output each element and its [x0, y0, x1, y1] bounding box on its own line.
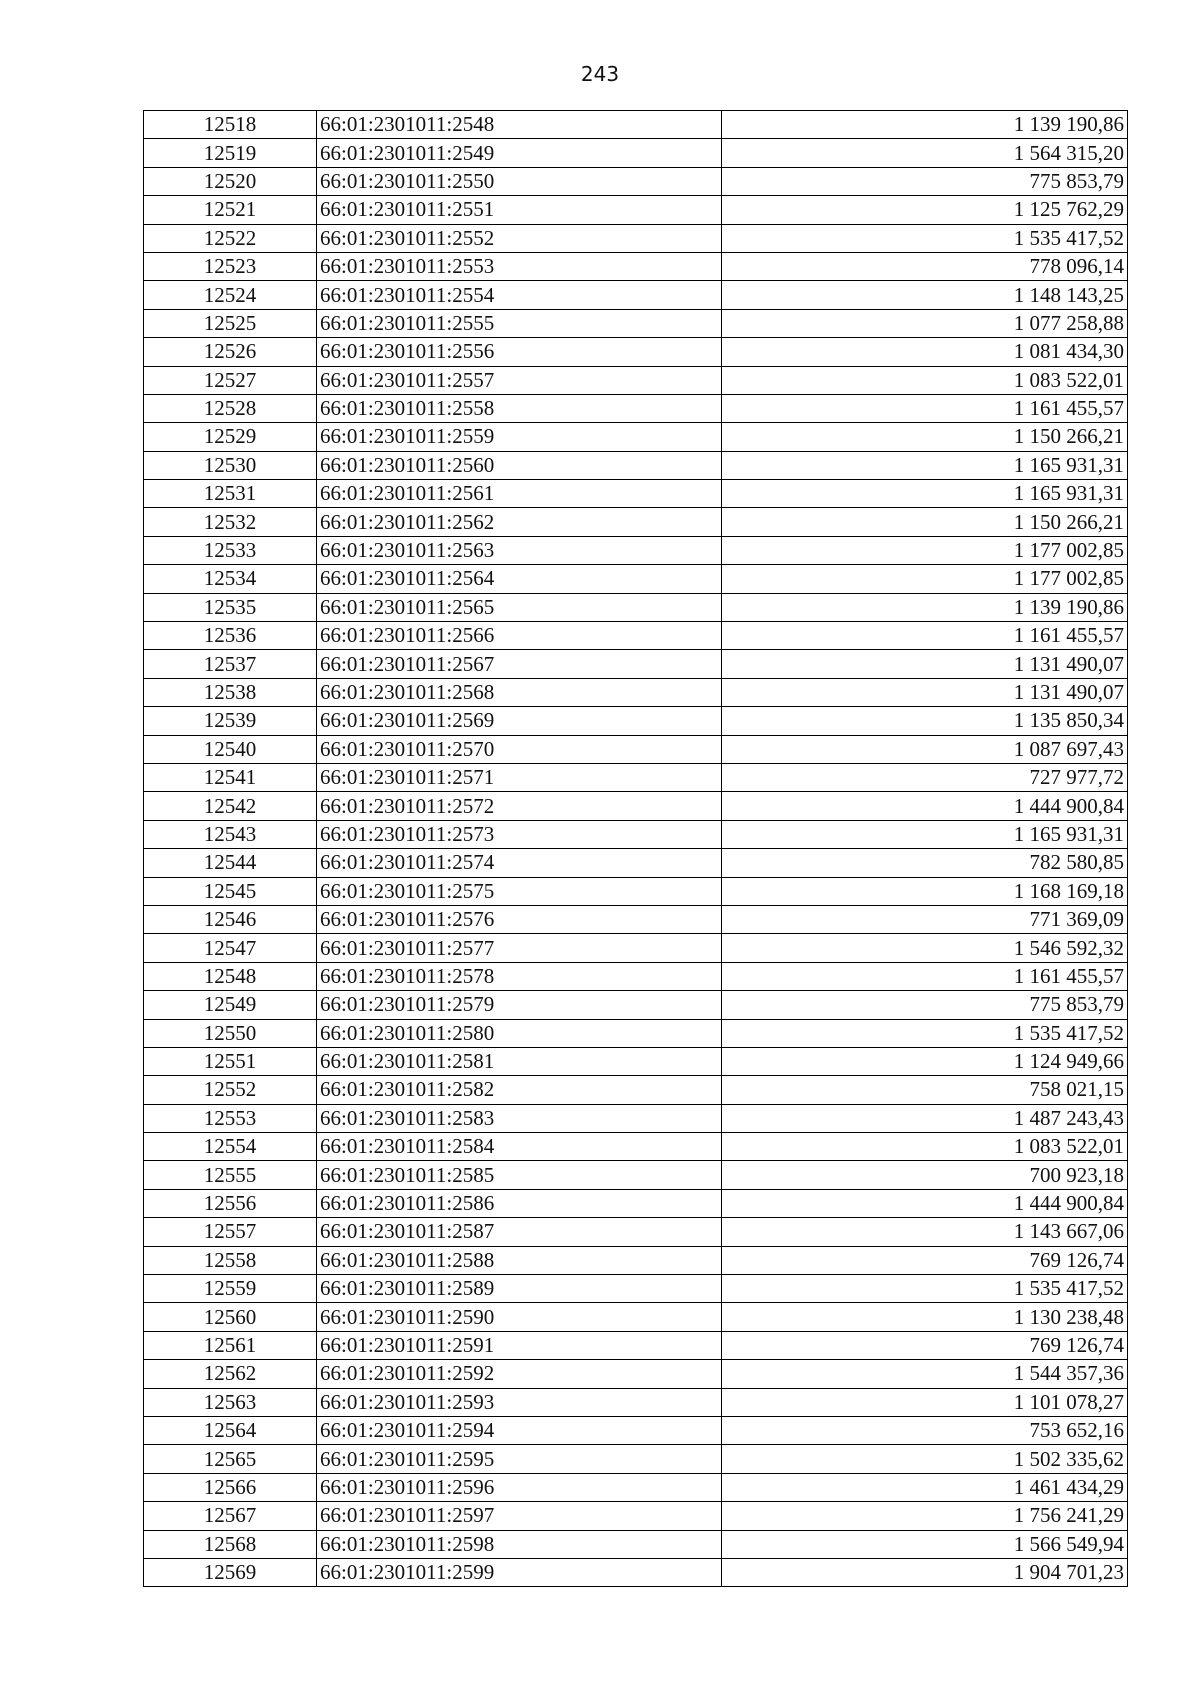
table-row	[144, 1019, 1128, 1047]
table-row	[144, 338, 1128, 366]
cadastral-number-cell: 66:01:2301011:2568	[317, 678, 722, 706]
cadastral-number-cell: 66:01:2301011:2573	[317, 820, 722, 848]
cadastral-value-cell: 1 756 241,29	[722, 1502, 1128, 1530]
cadastral-value-cell: 1 139 190,86	[722, 593, 1128, 621]
table-row	[144, 508, 1128, 536]
row-number-cell: 12547	[144, 934, 317, 962]
row-number-cell: 12546	[144, 905, 317, 933]
table-row	[144, 394, 1128, 422]
cadastral-value-cell: 1 143 667,06	[722, 1218, 1128, 1246]
cadastral-number-cell: 66:01:2301011:2551	[317, 196, 722, 224]
table-row	[144, 1161, 1128, 1189]
cadastral-value-cell: 1 101 078,27	[722, 1388, 1128, 1416]
row-number-cell: 12526	[144, 338, 317, 366]
cadastral-number-cell: 66:01:2301011:2585	[317, 1161, 722, 1189]
cadastral-value-cell: 1 904 701,23	[722, 1558, 1128, 1586]
row-number-cell: 12565	[144, 1445, 317, 1473]
cadastral-number-cell: 66:01:2301011:2595	[317, 1445, 722, 1473]
cadastral-number-cell: 66:01:2301011:2571	[317, 763, 722, 791]
row-number-cell: 12522	[144, 224, 317, 252]
table-row	[144, 1331, 1128, 1359]
cadastral-value-cell: 1 168 169,18	[722, 877, 1128, 905]
cadastral-value-cell: 1 135 850,34	[722, 707, 1128, 735]
cadastral-value-cell: 778 096,14	[722, 252, 1128, 280]
cadastral-value-cell: 1 081 434,30	[722, 338, 1128, 366]
table-row	[144, 622, 1128, 650]
cadastral-number-cell: 66:01:2301011:2598	[317, 1530, 722, 1558]
table-row	[144, 707, 1128, 735]
cadastral-value-cell: 1 564 315,20	[722, 139, 1128, 167]
cadastral-value-cell: 1 087 697,43	[722, 735, 1128, 763]
table-row	[144, 1473, 1128, 1501]
cadastral-number-cell: 66:01:2301011:2578	[317, 962, 722, 990]
table-row	[144, 1558, 1128, 1586]
cadastral-value-cell: 1 130 238,48	[722, 1303, 1128, 1331]
row-number-cell: 12566	[144, 1473, 317, 1501]
cadastral-number-cell: 66:01:2301011:2562	[317, 508, 722, 536]
cadastral-value-cell: 1 444 900,84	[722, 792, 1128, 820]
row-number-cell: 12538	[144, 678, 317, 706]
row-number-cell: 12559	[144, 1275, 317, 1303]
cadastral-value-cell: 1 444 900,84	[722, 1189, 1128, 1217]
table-row	[144, 820, 1128, 848]
row-number-cell: 12561	[144, 1331, 317, 1359]
row-number-cell: 12525	[144, 309, 317, 337]
cadastral-value-cell: 769 126,74	[722, 1331, 1128, 1359]
cadastral-value-table	[143, 110, 1128, 1587]
cadastral-value-cell: 1 161 455,57	[722, 394, 1128, 422]
cadastral-number-cell: 66:01:2301011:2591	[317, 1331, 722, 1359]
row-number-cell: 12564	[144, 1416, 317, 1444]
cadastral-number-cell: 66:01:2301011:2594	[317, 1416, 722, 1444]
row-number-cell: 12539	[144, 707, 317, 735]
cadastral-value-cell: 771 369,09	[722, 905, 1128, 933]
row-number-cell: 12545	[144, 877, 317, 905]
row-number-cell: 12558	[144, 1246, 317, 1274]
cadastral-value-cell: 782 580,85	[722, 849, 1128, 877]
table-row	[144, 423, 1128, 451]
row-number-cell: 12523	[144, 252, 317, 280]
cadastral-value-cell: 727 977,72	[722, 763, 1128, 791]
table-row	[144, 877, 1128, 905]
table-row	[144, 1388, 1128, 1416]
cadastral-value-cell: 1 461 434,29	[722, 1473, 1128, 1501]
row-number-cell: 12536	[144, 622, 317, 650]
row-number-cell: 12529	[144, 423, 317, 451]
cadastral-number-cell: 66:01:2301011:2563	[317, 536, 722, 564]
row-number-cell: 12532	[144, 508, 317, 536]
cadastral-number-cell: 66:01:2301011:2592	[317, 1360, 722, 1388]
row-number-cell: 12544	[144, 849, 317, 877]
cadastral-value-cell: 1 131 490,07	[722, 650, 1128, 678]
cadastral-number-cell: 66:01:2301011:2558	[317, 394, 722, 422]
cadastral-number-cell: 66:01:2301011:2588	[317, 1246, 722, 1274]
row-number-cell: 12552	[144, 1076, 317, 1104]
table-row	[144, 309, 1128, 337]
cadastral-value-cell: 1 139 190,86	[722, 111, 1128, 139]
row-number-cell: 12524	[144, 281, 317, 309]
cadastral-number-cell: 66:01:2301011:2574	[317, 849, 722, 877]
row-number-cell: 12533	[144, 536, 317, 564]
table-row	[144, 735, 1128, 763]
cadastral-value-cell: 1 161 455,57	[722, 622, 1128, 650]
table-row	[144, 536, 1128, 564]
table-row	[144, 480, 1128, 508]
cadastral-value-cell: 758 021,15	[722, 1076, 1128, 1104]
row-number-cell: 12563	[144, 1388, 317, 1416]
cadastral-number-cell: 66:01:2301011:2559	[317, 423, 722, 451]
table-row	[144, 1530, 1128, 1558]
cadastral-number-cell: 66:01:2301011:2590	[317, 1303, 722, 1331]
table-row	[144, 991, 1128, 1019]
row-number-cell: 12567	[144, 1502, 317, 1530]
row-number-cell: 12551	[144, 1047, 317, 1075]
table-row	[144, 366, 1128, 394]
cadastral-number-cell: 66:01:2301011:2554	[317, 281, 722, 309]
cadastral-number-cell: 66:01:2301011:2572	[317, 792, 722, 820]
cadastral-number-cell: 66:01:2301011:2576	[317, 905, 722, 933]
row-number-cell: 12555	[144, 1161, 317, 1189]
cadastral-value-cell: 1 177 002,85	[722, 536, 1128, 564]
cadastral-number-cell: 66:01:2301011:2549	[317, 139, 722, 167]
table-row	[144, 451, 1128, 479]
table-row	[144, 1104, 1128, 1132]
cadastral-number-cell: 66:01:2301011:2577	[317, 934, 722, 962]
row-number-cell: 12541	[144, 763, 317, 791]
cadastral-number-cell: 66:01:2301011:2580	[317, 1019, 722, 1047]
cadastral-value-cell: 1 177 002,85	[722, 565, 1128, 593]
table-row	[144, 252, 1128, 280]
cadastral-value-cell: 1 566 549,94	[722, 1530, 1128, 1558]
cadastral-number-cell: 66:01:2301011:2584	[317, 1133, 722, 1161]
table-row	[144, 1445, 1128, 1473]
table-row	[144, 196, 1128, 224]
cadastral-value-cell: 1 124 949,66	[722, 1047, 1128, 1075]
row-number-cell: 12518	[144, 111, 317, 139]
cadastral-number-cell: 66:01:2301011:2553	[317, 252, 722, 280]
cadastral-value-cell: 1 535 417,52	[722, 1275, 1128, 1303]
row-number-cell: 12542	[144, 792, 317, 820]
cadastral-number-cell: 66:01:2301011:2579	[317, 991, 722, 1019]
row-number-cell: 12534	[144, 565, 317, 593]
table-row	[144, 763, 1128, 791]
row-number-cell: 12562	[144, 1360, 317, 1388]
row-number-cell: 12569	[144, 1558, 317, 1586]
cadastral-number-cell: 66:01:2301011:2589	[317, 1275, 722, 1303]
table-row	[144, 1275, 1128, 1303]
cadastral-number-cell: 66:01:2301011:2596	[317, 1473, 722, 1501]
cadastral-number-cell: 66:01:2301011:2593	[317, 1388, 722, 1416]
table-row	[144, 1416, 1128, 1444]
table-row	[144, 934, 1128, 962]
cadastral-value-cell: 775 853,79	[722, 991, 1128, 1019]
row-number-cell: 12520	[144, 167, 317, 195]
row-number-cell: 12549	[144, 991, 317, 1019]
table-row	[144, 1218, 1128, 1246]
table-row	[144, 1303, 1128, 1331]
cadastral-value-cell: 1 131 490,07	[722, 678, 1128, 706]
cadastral-number-cell: 66:01:2301011:2582	[317, 1076, 722, 1104]
row-number-cell: 12527	[144, 366, 317, 394]
row-number-cell: 12531	[144, 480, 317, 508]
cadastral-number-cell: 66:01:2301011:2548	[317, 111, 722, 139]
cadastral-number-cell: 66:01:2301011:2550	[317, 167, 722, 195]
cadastral-number-cell: 66:01:2301011:2597	[317, 1502, 722, 1530]
row-number-cell: 12560	[144, 1303, 317, 1331]
cadastral-value-cell: 1 535 417,52	[722, 1019, 1128, 1047]
cadastral-number-cell: 66:01:2301011:2575	[317, 877, 722, 905]
row-number-cell: 12553	[144, 1104, 317, 1132]
cadastral-value-cell: 1 083 522,01	[722, 1133, 1128, 1161]
table-row	[144, 1246, 1128, 1274]
cadastral-number-cell: 66:01:2301011:2581	[317, 1047, 722, 1075]
table-row	[144, 905, 1128, 933]
cadastral-number-cell: 66:01:2301011:2583	[317, 1104, 722, 1132]
cadastral-number-cell: 66:01:2301011:2556	[317, 338, 722, 366]
cadastral-value-cell: 1 544 357,36	[722, 1360, 1128, 1388]
row-number-cell: 12557	[144, 1218, 317, 1246]
table-row	[144, 1189, 1128, 1217]
cadastral-number-cell: 66:01:2301011:2555	[317, 309, 722, 337]
cadastral-value-cell: 1 083 522,01	[722, 366, 1128, 394]
row-number-cell: 12537	[144, 650, 317, 678]
cadastral-number-cell: 66:01:2301011:2557	[317, 366, 722, 394]
row-number-cell: 12554	[144, 1133, 317, 1161]
table-row	[144, 849, 1128, 877]
row-number-cell: 12543	[144, 820, 317, 848]
cadastral-value-cell: 1 077 258,88	[722, 309, 1128, 337]
cadastral-number-cell: 66:01:2301011:2570	[317, 735, 722, 763]
cadastral-number-cell: 66:01:2301011:2566	[317, 622, 722, 650]
cadastral-number-cell: 66:01:2301011:2564	[317, 565, 722, 593]
row-number-cell: 12521	[144, 196, 317, 224]
cadastral-value-cell: 1 546 592,32	[722, 934, 1128, 962]
table-body	[144, 111, 1128, 1587]
table-row	[144, 1133, 1128, 1161]
cadastral-value-cell: 1 165 931,31	[722, 451, 1128, 479]
cadastral-number-cell: 66:01:2301011:2569	[317, 707, 722, 735]
page-number: 243	[580, 62, 620, 86]
cadastral-value-cell: 1 150 266,21	[722, 508, 1128, 536]
cadastral-number-cell: 66:01:2301011:2587	[317, 1218, 722, 1246]
cadastral-value-cell: 1 502 335,62	[722, 1445, 1128, 1473]
row-number-cell: 12530	[144, 451, 317, 479]
cadastral-value-cell: 775 853,79	[722, 167, 1128, 195]
cadastral-number-cell: 66:01:2301011:2552	[317, 224, 722, 252]
table-row	[144, 1502, 1128, 1530]
cadastral-number-cell: 66:01:2301011:2586	[317, 1189, 722, 1217]
cadastral-value-cell: 1 165 931,31	[722, 480, 1128, 508]
cadastral-value-cell: 700 923,18	[722, 1161, 1128, 1189]
cadastral-number-cell: 66:01:2301011:2561	[317, 480, 722, 508]
cadastral-number-cell: 66:01:2301011:2567	[317, 650, 722, 678]
table-row	[144, 565, 1128, 593]
table-row	[144, 167, 1128, 195]
row-number-cell: 12548	[144, 962, 317, 990]
table-row	[144, 962, 1128, 990]
table-row	[144, 1047, 1128, 1075]
cadastral-value-cell: 1 165 931,31	[722, 820, 1128, 848]
cadastral-value-cell: 1 150 266,21	[722, 423, 1128, 451]
table-row	[144, 593, 1128, 621]
table-row	[144, 1076, 1128, 1104]
cadastral-value-cell: 1 535 417,52	[722, 224, 1128, 252]
row-number-cell: 12540	[144, 735, 317, 763]
table-row	[144, 678, 1128, 706]
row-number-cell: 12519	[144, 139, 317, 167]
cadastral-value-cell: 769 126,74	[722, 1246, 1128, 1274]
cadastral-number-cell: 66:01:2301011:2560	[317, 451, 722, 479]
cadastral-number-cell: 66:01:2301011:2565	[317, 593, 722, 621]
row-number-cell: 12550	[144, 1019, 317, 1047]
cadastral-value-cell: 1 487 243,43	[722, 1104, 1128, 1132]
cadastral-value-cell: 1 125 762,29	[722, 196, 1128, 224]
table-row	[144, 139, 1128, 167]
table-row	[144, 1360, 1128, 1388]
table-row	[144, 650, 1128, 678]
row-number-cell: 12568	[144, 1530, 317, 1558]
row-number-cell: 12535	[144, 593, 317, 621]
table-row	[144, 792, 1128, 820]
table-row	[144, 224, 1128, 252]
cadastral-value-cell: 753 652,16	[722, 1416, 1128, 1444]
table-row	[144, 281, 1128, 309]
cadastral-value-cell: 1 161 455,57	[722, 962, 1128, 990]
cadastral-number-cell: 66:01:2301011:2599	[317, 1558, 722, 1586]
cadastral-value-cell: 1 148 143,25	[722, 281, 1128, 309]
row-number-cell: 12528	[144, 394, 317, 422]
row-number-cell: 12556	[144, 1189, 317, 1217]
table-row	[144, 111, 1128, 139]
